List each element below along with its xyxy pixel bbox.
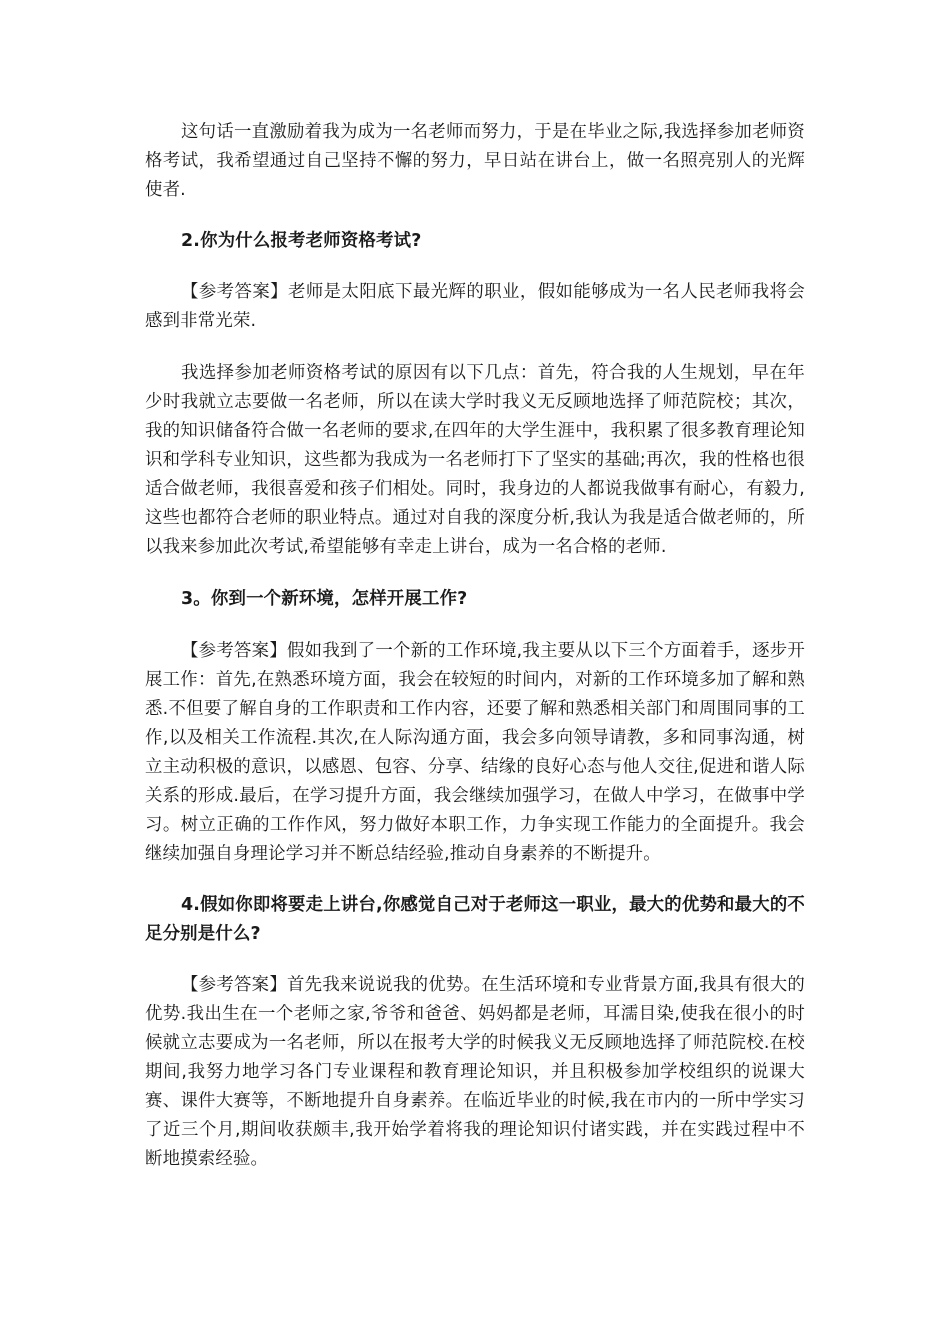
answer-paragraph-2-intro: 【参考答案】老师是太阳底下最光辉的职业，假如能够成为一名人民老师我将会感到非常光荣. [145, 282, 805, 331]
answer-paragraph-3: 【参考答案】假如我到了一个新的工作环境,我主要从以下三个方面着手，逐步开展工作：首先,在熟悉环境方面，我会在较短的时间内，对新的工作环境多加了解和熟悉.不但要了解自身的工作职责和工作内容，还要了解和熟悉相关部门和周围同事的工作,以及相关工作流程.其次,在人际沟通方面，我会多向领导请教，多和同事沟通，树立主动积极的意识，以感恩、包容、分享、结缘的良好心态与他人交往,促进和谐人际关系的形成.最后，在学习提升方面，我会继续加强学习，在做人中学习，在做事中学习。树立正确的工作作风，努力做好本职工作，力争实现工作能力的全面提升。我会继续加强自身理论学习并不断总结经验,推动自身素养的不断提升。 [145, 641, 805, 864]
paragraph-motivation: 这句话一直激励着我为成为一名老师而努力，于是在毕业之际,我选择参加老师资格考试，我希望通过自己坚持不懈的努力，早日站在讲台上，做一名照亮别人的光辉使者. [145, 122, 805, 200]
document-body [145, 118, 805, 1197]
question-heading-4: 4.假如你即将要走上讲台,你感觉自己对于老师这一职业，最大的优势和最大的不足分别是什么? [145, 895, 805, 944]
question-heading-2: 2.你为什么报考老师资格考试? [181, 231, 422, 251]
question-heading-3: 3。你到一个新环境，怎样开展工作? [181, 589, 468, 609]
answer-paragraph-2-reasons: 我选择参加老师资格考试的原因有以下几点：首先，符合我的人生规划，早在年少时我就立志要做一名老师，所以在读大学时我义无反顾地选择了师范院校；其次，我的知识储备符合做一名老师的要求,在四年的大学生涯中，我积累了很多教育理论知识和学科专业知识，这些都为我成为一名老师打下了坚实的基础;再次，我的性格也很适合做老师，我很喜爱和孩子们相处。同时，我身边的人都说我做事有耐心，有毅力,这些也都符合老师的职业特点。通过对自我的深度分析,我认为我是适合做老师的，所以我来参加此次考试,希望能够有幸走上讲台，成为一名合格的老师. [145, 363, 805, 557]
answer-paragraph-4: 【参考答案】首先我来说说我的优势。在生活环境和专业背景方面,我具有很大的优势.我出生在一个老师之家,爷爷和爸爸、妈妈都是老师，耳濡目染,使我在很小的时候就立志要成为一名老师，所以在报考大学的时候我义无反顾地选择了师范院校.在校期间,我努力地学习各门专业课程和教育理论知识，并且积极参加学校组织的说课大赛、课件大赛等，不断地提升自身素养。在临近毕业的时候,我在市内的一所中学实习了近三个月,期间收获颇丰,我开始学着将我的理论知识付诸实践，并在实践过程中不断地摸索经验。 [145, 975, 805, 1169]
